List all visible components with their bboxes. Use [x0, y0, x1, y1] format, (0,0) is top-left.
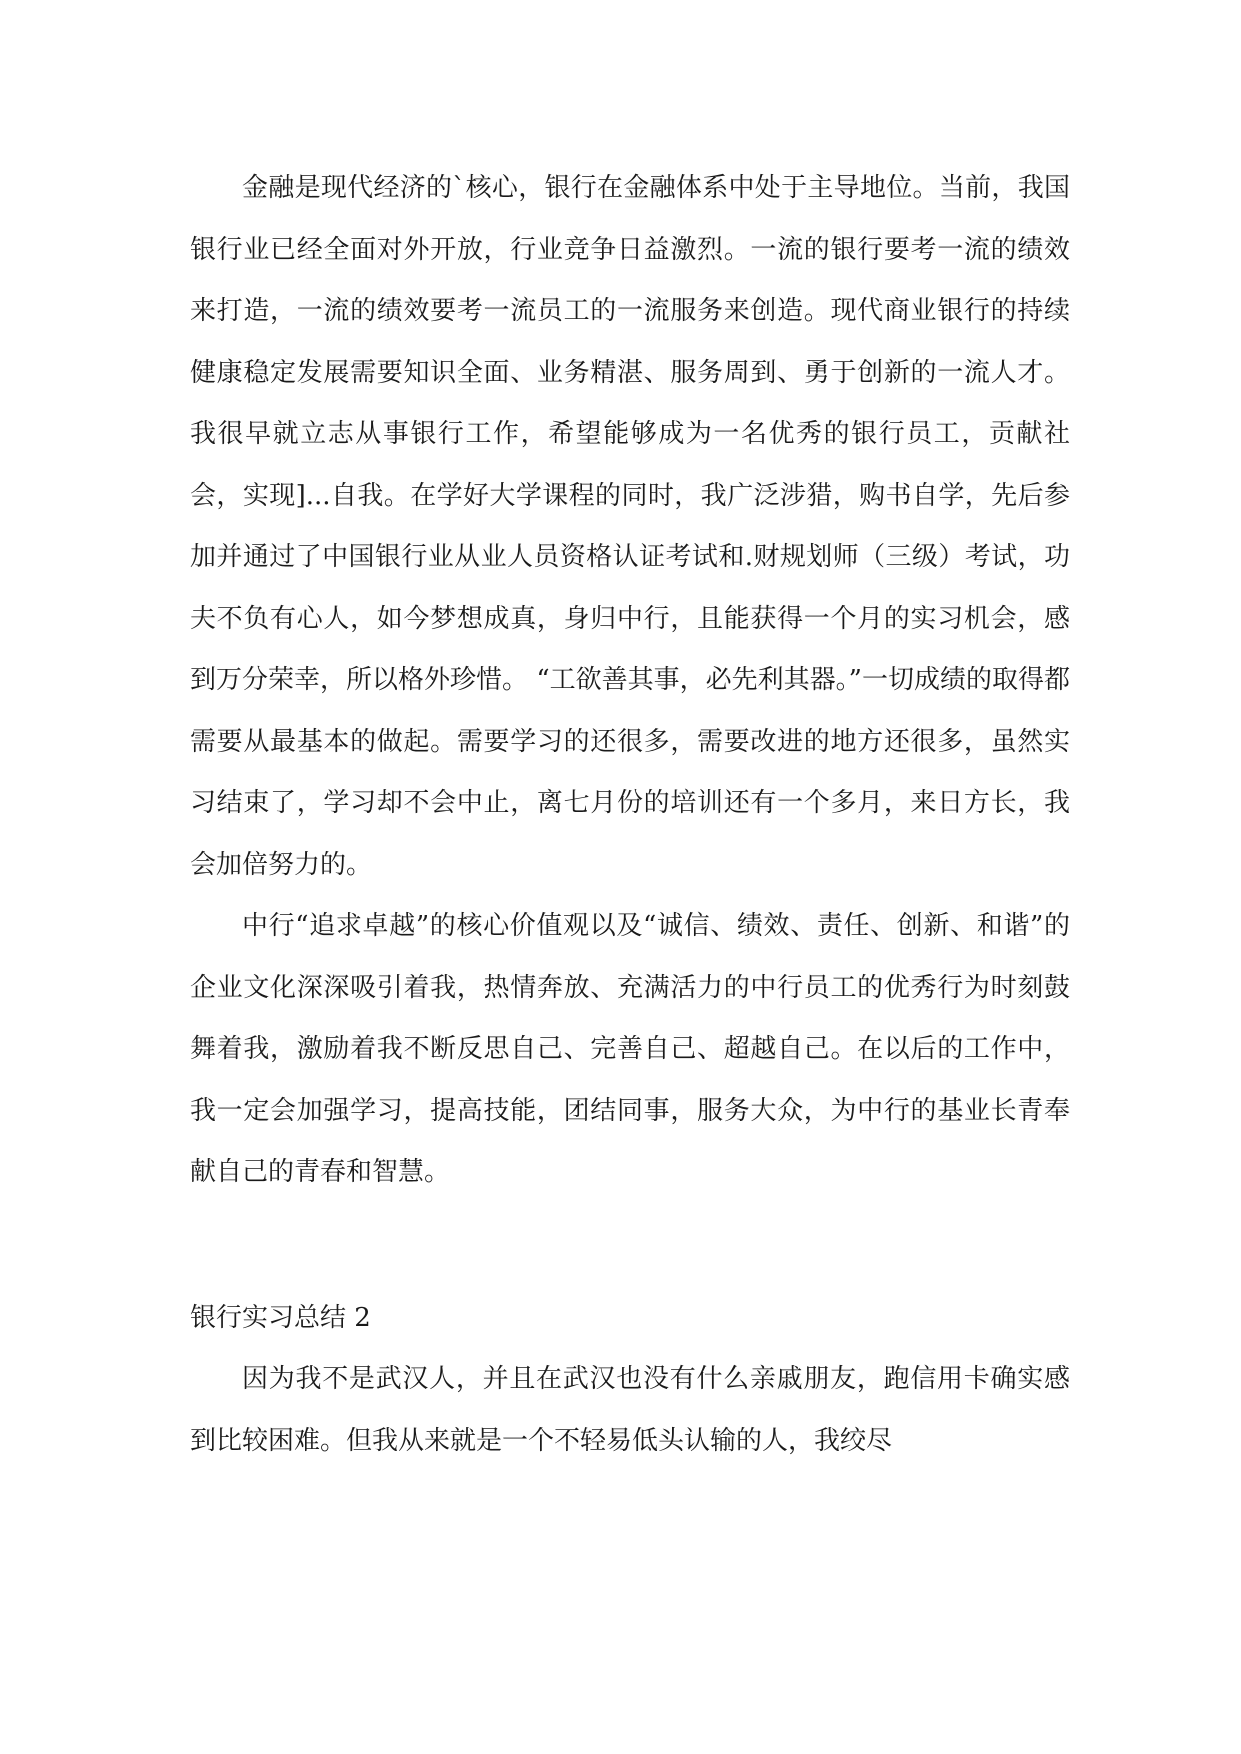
section-heading: 银行实习总结 2: [190, 1302, 371, 1333]
document-body: [190, 158, 1070, 1472]
paragraph-2: 中行“追求卓越”的核心价值观以及“诚信、绩效、责任、创新、和谐”的企业文化深深吸引着我，热情奔放、充满活力的中行员工的优秀行为时刻鼓舞着我，激励着我不断反思自己、完善自己、超越自己。在以后的工作中，我一定会加强学习，提高技能，团结同事，服务大众，为中行的基业长青奉献自己的青春和智慧。: [190, 911, 1070, 1187]
paragraph-3: 因为我不是武汉人，并且在武汉也没有什么亲戚朋友，跑信用卡确实感到比较困难。但我从来就是一个不轻易低头认输的人，我绞尽: [190, 1364, 1070, 1456]
paragraph-1: 金融是现代经济的`核心，银行在金融体系中处于主导地位。当前，我国银行业已经全面对外开放，行业竞争日益激烈。一流的银行要考一流的绩效来打造，一流的绩效要考一流员工的一流服务来创造。现代商业银行的持续健康稳定发展需要知识全面、业务精湛、服务周到、勇于创新的一流人才。我很早就立志从事银行工作，希望能够成为一名优秀的银行员工，贡献社会，实现]...自我。在学好大学课程的同时，我广泛涉猎，购书自学，先后参加并通过了中国银行业从业人员资格认证考试和.财规划师（三级）考试，功夫不负有心人，如今梦想成真，身归中行，且能获得一个月的实习机会，感到万分荣幸，所以格外珍惜。 “工欲善其事，必先利其器。”一切成绩的取得都需要从最基本的做起。需要学习的还很多，需要改进的地方还很多，虽然实习结束了，学习却不会中止，离七月份的培训还有一个多月，来日方长，我会加倍努力的。: [190, 173, 1070, 880]
